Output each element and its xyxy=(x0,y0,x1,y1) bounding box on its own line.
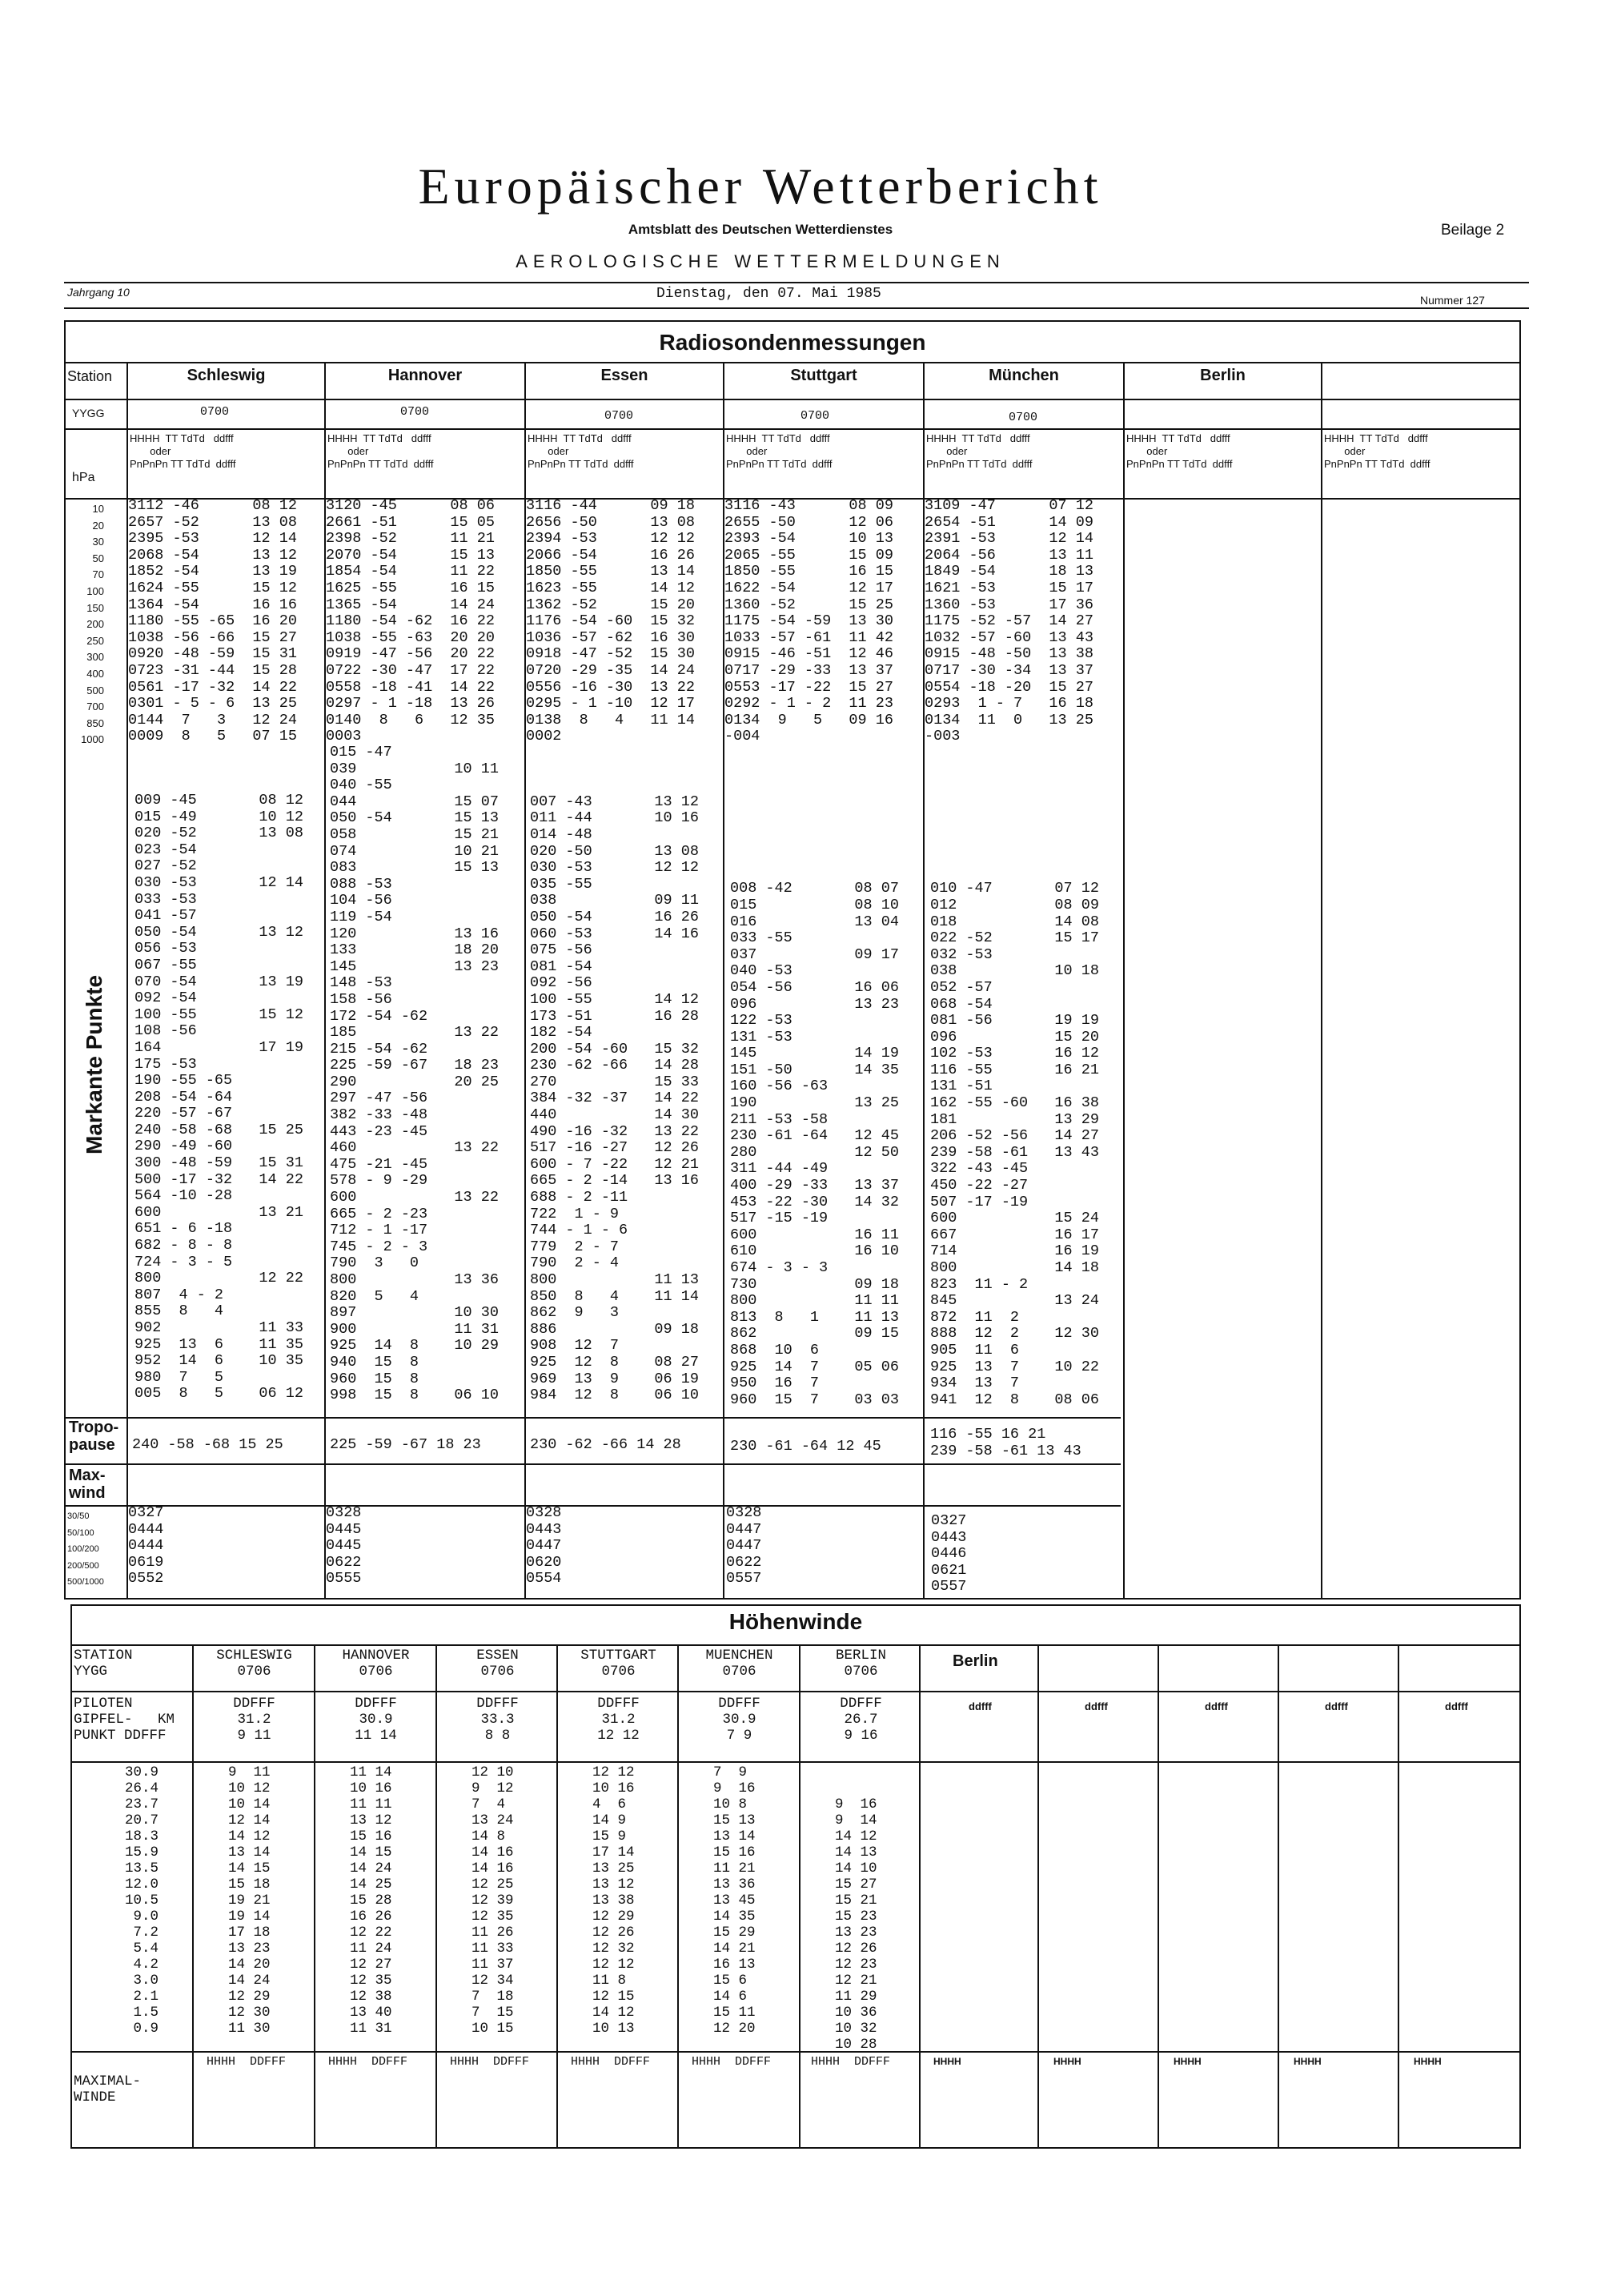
std-levels-schleswig: 3112 -46 08 12 2657 -52 13 08 2395 -53 12 14 2068 -54 13 12 1852 -54 13 19 1624 -55 15 12 1364 -54 16 16 1180 -55 -65 16 20 1038 -56 -66 15 27 0920 -48 -59 15 31 0723 -31 -44 15 28 0561 -17 -32 14 22 0301 - 5 - 6 13 25 0144 7 3 12 24 0009 8 5 07 15 xyxy=(128,497,297,745)
time-muenchen: 0700 xyxy=(1009,411,1038,424)
col-sep xyxy=(799,1644,800,2149)
std-levels-stuttgart: 3116 -43 08 09 2655 -50 12 06 2393 -54 10 13 2065 -55 15 09 1850 -55 16 15 1622 -54 12 17 1360 -52 15 25 1175 -54 -59 13 30 1033 -57 -61 11 42 0915 -46 -51 12 46 0717 -29 -33 13 37 0553 -17 -22 15 27 0292 - 1 - 2 11 23 0134 9 5 09 16 -004 xyxy=(724,497,893,745)
hw-berlin-label: Berlin xyxy=(953,1652,998,1670)
hw-winds-stuttgart: 12 12 10 16 4 6 14 9 15 9 17 14 13 25 13 12 13 38 12 29 12 26 12 32 12 12 11 8 12 15 14 12 10 13 xyxy=(592,1764,635,2037)
rule xyxy=(64,428,1521,430)
maxwind-schleswig: 0327 0444 0444 0619 0552 xyxy=(128,1504,164,1588)
col-sep xyxy=(1398,1644,1399,2149)
maxwind-muenchen: 0327 0443 0446 0621 0557 xyxy=(931,1512,967,1596)
sig-levels-hannover: 015 -47 039 10 11 040 -55 044 15 07 050 -54 15 13 058 15 21 074 10 21 083 15 13 088 -53 104 -56 119 -54 120 13 16 133 18 20 145 13 23 148 -53 158 -56 172 -54 -62 185 13 22 215 -54 -62 225 -59 -67 18 23 290 20 25 297 -47 -56 382 -33 -48 443 -23 -45 460 13 22 475 -21 -45 578 - 9 -29 600 13 22 665 - 2 -23 712 - 1 -17 745 - 2 - 3 790 3 0 800 13 36 820 5 4 897 10 30 900 11 31 925 14 8 10 29 940 15 8 960 15 8 998 15 8 06 10 xyxy=(330,744,499,1404)
col-sep xyxy=(435,1644,437,2149)
hw-winds-berlin: 9 16 9 14 14 12 14 13 14 10 15 27 15 21 15 23 13 23 12 26 12 23 12 21 11 29 10 36 10 32 10 28 xyxy=(835,1796,877,2053)
rule xyxy=(64,362,1521,363)
col-sep xyxy=(1037,1644,1039,2149)
jahrgang: Jahrgang 10 xyxy=(67,286,130,299)
col-sep xyxy=(556,1644,558,2149)
station-label: Station xyxy=(67,368,113,384)
hw-heights: 30.9 26.4 23.7 20.7 18.3 15.9 13.5 12.0 10.5 9.0 7.2 5.4 4.2 3.0 2.1 1.5 0.9 xyxy=(124,1764,158,2037)
station-name-hannover: Hannover xyxy=(387,367,463,384)
tropopause-label: Tropo- pause xyxy=(69,1419,119,1454)
rule xyxy=(70,1644,1521,1646)
sig-levels-essen: 007 -43 13 12 011 -44 10 16 014 -48 020 -50 13 08 030 -53 12 12 035 -55 038 09 11 050 -54 16 26 060 -53 14 16 075 -56 081 -54 092 -56 100 -55 14 12 173 -51 16 28 182 -54 200 -54 -60 15 32 230 -62 -66 14 28 270 15 33 384 -32 -37 14 22 440 14 30 490 -16 -32 13 22 517 -16 -27 12 26 600 - 7 -22 12 21 665 - 2 -14 13 16 688 - 2 -11 722 1 - 9 744 - 1 - 6 779 2 - 7 790 2 - 4 800 11 13 850 8 4 11 14 862 9 3 886 09 18 908 12 7 925 12 8 08 27 969 13 9 06 19 984 12 8 06 10 xyxy=(530,793,699,1404)
yygg-label: YYGG xyxy=(72,407,105,419)
sig-levels-schleswig: 009 -45 08 12 015 -49 10 12 020 -52 13 08 023 -54 027 -52 030 -53 12 14 033 -53 041 -57 050 -54 13 12 056 -53 067 -55 070 -54 13 19 092 -54 100 -55 15 12 108 -56 164 17 19 175 -53 190 -55 -65 208 -54 -64 220 -57 -67 240 -58 -68 15 25 290 -49 -60 300 -48 -59 15 31 500 -17 -32 14 22 564 -10 -28 600 13 21 651 - 6 -18 682 - 8 - 8 724 - 3 - 5 800 12 22 807 4 - 2 855 8 4 902 11 33 925 13 6 11 35 952 14 6 10 35 980 7 5 005 8 5 06 12 xyxy=(134,792,303,1403)
maxwind-levels: 30/50 50/100 100/200 200/500 500/1000 xyxy=(67,1511,104,1588)
hw-ddfff-5: ddfff xyxy=(1445,1700,1468,1712)
hw-winds-muenchen: 7 9 9 16 10 8 15 13 13 14 15 16 11 21 13 36 13 45 14 35 15 29 14 21 16 13 15 6 14 6 15 11 12 20 xyxy=(713,1764,756,2037)
station-name-schleswig: Schleswig xyxy=(187,367,266,384)
maxwind-hannover: 0328 0445 0445 0622 0555 xyxy=(326,1504,362,1588)
hw-ddfff-4: ddfff xyxy=(1325,1700,1348,1712)
hw-hhhh-3: HHHH xyxy=(1174,2056,1202,2067)
maxwind-essen: 0328 0443 0447 0620 0554 xyxy=(526,1504,562,1588)
time-stuttgart: 0700 xyxy=(800,409,830,423)
hw-head-hannover: HANNOVER 0706 DDFFF 30.9 11 14 xyxy=(342,1648,410,1744)
hw-head-schleswig: SCHLESWIG 0706 DDFFF 31.2 9 11 xyxy=(216,1648,292,1744)
page-subtitle: Amtsblatt des Deutschen Wetterdienstes xyxy=(628,222,893,237)
rule xyxy=(64,399,1521,400)
hw-max-head-6: HHHH DDFFF xyxy=(811,2055,891,2069)
hw-ddfff-2: ddfff xyxy=(1085,1700,1108,1712)
std-levels-essen: 3116 -44 09 18 2656 -50 13 08 2394 -53 12 12 2066 -54 16 26 1850 -55 13 14 1623 -55 14 12 1362 -52 15 20 1176 -54 -60 15 32 1036 -57 -62 16 30 0918 -47 -52 15 30 0720 -29 -35 14 24 0556 -16 -30 13 22 0295 - 1 -10 12 17 0138 8 4 11 14 0002 xyxy=(526,497,695,745)
rule xyxy=(64,1505,1121,1507)
col-sep xyxy=(1321,362,1322,1600)
issue-number: Nummer 127 xyxy=(1420,294,1485,307)
sig-levels-muenchen: 010 -47 07 12 012 08 09 018 14 08 022 -52 15 17 032 -53 038 10 18 052 -57 068 -54 081 -56 19 19 096 15 20 102 -53 16 12 116 -55 16 21 131 -51 162 -55 -60 16 38 181 13 29 206 -52 -56 14 27 239 -58 -61 13 43 322 -43 -45 450 -22 -27 507 -17 -19 600 15 24 667 16 17 714 16 19 800 14 18 823 11 - 2 845 13 24 872 11 2 888 12 2 12 30 905 11 6 925 13 7 10 22 934 13 7 941 12 8 08 06 xyxy=(930,880,1099,1408)
hoehenwinde-title: Höhenwinde xyxy=(728,1609,863,1634)
col-sep xyxy=(1123,362,1125,1600)
page-title: Europäischer Wetterbericht xyxy=(418,158,1103,215)
hw-left-head: STATION YYGG PILOTEN GIPFEL- KM PUNKT DDFFF xyxy=(74,1648,175,1744)
tropo-muenchen: 116 -55 16 21 239 -58 -61 13 43 xyxy=(930,1426,1081,1459)
col-sep xyxy=(919,1644,921,2149)
station-name-muenchen: München xyxy=(989,367,1059,384)
header-rule xyxy=(64,282,1529,283)
sig-levels-stuttgart: 008 -42 08 07 015 08 10 016 13 04 033 -55 037 09 17 040 -53 054 -56 16 06 096 13 23 122 -53 131 -53 145 14 19 151 -50 14 35 160 -56 -63 190 13 25 211 -53 -58 230 -61 -64 12 45 280 12 50 311 -44 -49 400 -29 -33 13 37 453 -22 -30 14 32 517 -15 -19 600 16 11 610 16 10 674 - 3 - 3 730 09 18 800 11 11 813 8 1 11 13 862 09 15 868 10 6 925 14 7 05 06 950 16 7 960 15 7 03 03 xyxy=(730,880,899,1408)
tropo-schleswig: 240 -58 -68 15 25 xyxy=(132,1436,283,1453)
station-name-essen: Essen xyxy=(600,367,648,384)
maxwind-label: Max- wind xyxy=(69,1467,106,1502)
tropo-stuttgart: 230 -61 -64 12 45 xyxy=(730,1438,881,1455)
col-head-extra: HHHH TT TdTd ddfff oder PnPnPn TT TdTd ddfff xyxy=(1324,432,1430,470)
header-rule-2 xyxy=(64,307,1529,309)
maximal-winde-label: MAXIMAL- WINDE xyxy=(74,2073,142,2105)
rule xyxy=(70,2051,1521,2053)
hw-hhhh-2: HHHH xyxy=(1053,2056,1081,2067)
maxwind-stuttgart: 0328 0447 0447 0622 0557 xyxy=(726,1504,762,1588)
hpa-label: hPa xyxy=(72,471,95,484)
radiosonde-title: Radiosondenmessungen xyxy=(659,330,926,355)
hw-ddfff-1: ddfff xyxy=(969,1700,992,1712)
section-title: AEROLOGISCHE WETTERMELDUNGEN xyxy=(516,251,1005,271)
rule xyxy=(70,1761,1521,1763)
col-head-schleswig: HHHH TT TdTd ddfff oder PnPnPn TT TdTd ddfff xyxy=(130,432,236,470)
col-sep xyxy=(677,1644,679,2149)
col-head-berlin: HHHH TT TdTd ddfff oder PnPnPn TT TdTd ddfff xyxy=(1126,432,1233,470)
time-hannover: 0700 xyxy=(400,405,430,419)
col-sep xyxy=(192,1644,194,2149)
hw-winds-hannover: 11 14 10 16 11 11 13 12 15 16 14 15 14 24 14 25 15 28 16 26 12 22 11 24 12 27 12 35 12 38 13 40 11 31 xyxy=(350,1764,392,2037)
hw-max-head-3: HHHH DDFFF xyxy=(450,2055,530,2069)
station-name-berlin: Berlin xyxy=(1200,367,1246,384)
hw-head-essen: ESSEN 0706 DDFFF 33.3 8 8 xyxy=(476,1648,519,1744)
rule xyxy=(64,1417,1121,1419)
hw-hhhh-4: HHHH xyxy=(1294,2056,1322,2067)
hw-ddfff-3: ddfff xyxy=(1205,1700,1228,1712)
rule xyxy=(64,1463,1121,1465)
time-schleswig: 0700 xyxy=(200,405,230,419)
station-name-stuttgart: Stuttgart xyxy=(790,367,857,384)
tropo-essen: 230 -62 -66 14 28 xyxy=(530,1436,681,1453)
std-levels-muenchen: 3109 -47 07 12 2654 -51 14 09 2391 -53 12 14 2064 -56 13 11 1849 -54 18 13 1621 -53 15 17 1360 -53 17 36 1175 -52 -57 14 27 1032 -57 -60 13 43 0915 -48 -50 13 38 0717 -30 -34 13 37 0554 -18 -20 15 27 0293 1 - 7 16 18 0134 11 0 13 25 -003 xyxy=(925,497,1093,745)
tropo-hannover: 225 -59 -67 18 23 xyxy=(330,1436,481,1453)
hw-max-head-1: HHHH DDFFF xyxy=(207,2055,287,2069)
col-head-essen: HHHH TT TdTd ddfff oder PnPnPn TT TdTd ddfff xyxy=(528,432,634,470)
col-sep xyxy=(1158,1644,1159,2149)
hw-max-head-5: HHHH DDFFF xyxy=(692,2055,772,2069)
hw-winds-schleswig: 9 11 10 12 10 14 12 14 14 12 13 14 14 15 15 18 19 21 19 14 17 18 13 23 14 20 14 24 12 29 12 30 11 30 xyxy=(228,1764,271,2037)
hw-max-head-2: HHHH DDFFF xyxy=(328,2055,408,2069)
date: Dienstag, den 07. Mai 1985 xyxy=(656,286,881,302)
hw-hhhh-5: HHHH xyxy=(1414,2056,1442,2067)
hw-head-muenchen: MUENCHEN 0706 DDFFF 30.9 7 9 xyxy=(705,1648,773,1744)
col-head-muenchen: HHHH TT TdTd ddfff oder PnPnPn TT TdTd ddfff xyxy=(926,432,1033,470)
markante-punkte-label: Markante Punkte xyxy=(82,974,106,1155)
col-sep xyxy=(314,1644,315,2149)
time-essen: 0700 xyxy=(604,409,634,423)
hw-max-head-4: HHHH DDFFF xyxy=(571,2055,651,2069)
col-head-hannover: HHHH TT TdTd ddfff oder PnPnPn TT TdTd ddfff xyxy=(327,432,434,470)
pressure-levels: 10 20 30 50 70 100 150 200 250 300 400 500 700 850 1000 xyxy=(81,503,104,746)
hw-winds-essen: 12 10 9 12 7 4 13 24 14 8 14 16 14 16 12 25 12 39 12 35 11 26 11 33 11 37 12 34 7 18 7 15 10 15 xyxy=(471,1764,514,2037)
hw-hhhh-1: HHHH xyxy=(933,2056,961,2067)
hw-head-stuttgart: STUTTGART 0706 DDFFF 31.2 12 12 xyxy=(580,1648,656,1744)
col-head-stuttgart: HHHH TT TdTd ddfff oder PnPnPn TT TdTd ddfff xyxy=(726,432,833,470)
col-sep xyxy=(1278,1644,1279,2149)
std-levels-hannover: 3120 -45 08 06 2661 -51 15 05 2398 -52 11 21 2070 -54 15 13 1854 -54 11 22 1625 -55 16 15 1365 -54 14 24 1180 -54 -62 16 22 1038 -55 -63 20 20 0919 -47 -56 20 22 0722 -30 -47 17 22 0558 -18 -41 14 22 0297 - 1 -18 13 26 0140 8 6 12 35 0003 xyxy=(326,497,495,745)
hw-head-berlin: BERLIN 0706 DDFFF 26.7 9 16 xyxy=(835,1648,886,1744)
beilage-label: Beilage 2 xyxy=(1441,222,1505,239)
